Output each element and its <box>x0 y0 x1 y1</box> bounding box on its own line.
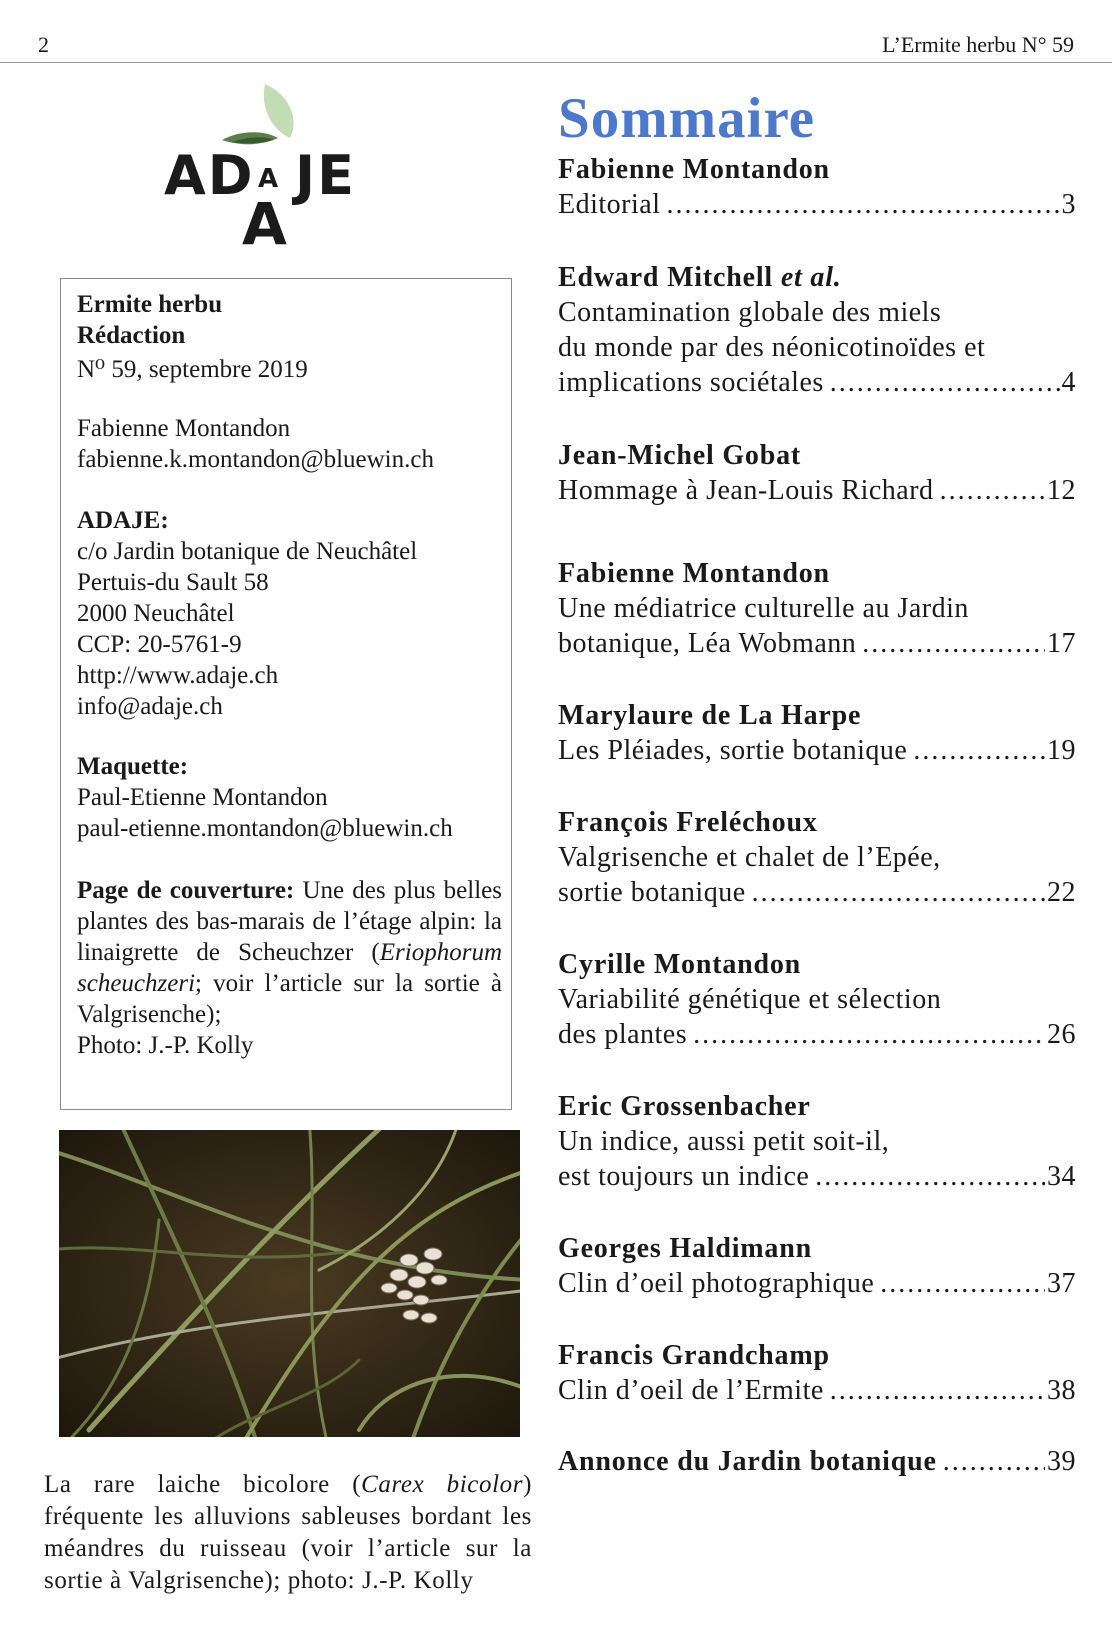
toc-title: des plantes <box>558 1019 688 1050</box>
cover-text-end: ; voir l’article sur la sortie à Valgrisenche); <box>77 970 502 1028</box>
toc-author: Fabienne Montandon <box>558 558 830 589</box>
toc-title-line <box>558 473 1076 508</box>
toc-leader-dots <box>752 875 1045 910</box>
cover-species: Eriophorum scheuchzeri <box>77 939 502 997</box>
toc-page-number: 3 <box>1061 189 1076 220</box>
toc-author: Francis Grandchamp <box>558 1340 830 1371</box>
toc-entry-final[interactable] <box>558 1444 1076 1479</box>
page-number: 2 <box>38 32 49 57</box>
adaje-address <box>77 505 502 722</box>
info-email[interactable]: info@adaje.ch <box>77 693 223 720</box>
adaje-label: ADAJE: <box>77 507 169 534</box>
toc-page-number: 4 <box>1061 367 1076 398</box>
photo-caption <box>44 1469 532 1597</box>
cover-label: Page de couverture: <box>77 877 295 904</box>
maquette-name: Paul-Etienne Montandon <box>77 784 328 811</box>
toc-leader-dots <box>940 473 1045 508</box>
toc-title-line <box>558 1017 1076 1052</box>
toc-page-number: 34 <box>1047 1161 1076 1192</box>
toc-title-line <box>558 626 1076 661</box>
sommaire-heading: Sommaire <box>558 87 816 150</box>
toc-author: Marylaure de La Harpe <box>558 700 862 731</box>
toc-leader-dots <box>913 733 1045 768</box>
toc-title: implications sociétales <box>558 367 824 398</box>
toc-page-number: 22 <box>1047 877 1076 908</box>
toc-title: Editorial <box>558 189 661 220</box>
toc-entry[interactable] <box>558 1338 1076 1408</box>
toc-entry[interactable] <box>558 1231 1076 1301</box>
toc-leader-dots <box>943 1444 1045 1479</box>
toc-leader-dots <box>830 365 1060 400</box>
toc-title-line <box>558 1266 1076 1301</box>
toc-title-line: Valgrisenche et chalet de l’Epée, <box>558 842 941 873</box>
toc-author: François Freléchoux <box>558 807 818 838</box>
toc-title-line: Variabilité génétique et sélection <box>558 984 942 1015</box>
cover-credit: Photo: J.-P. Kolly <box>77 1032 254 1059</box>
toc-title: sortie botanique <box>558 877 746 908</box>
toc-entry[interactable] <box>558 152 1076 222</box>
toc-page-number: 38 <box>1047 1375 1076 1406</box>
logo-text-big-a: A <box>242 190 287 258</box>
adaje-logo <box>160 78 390 258</box>
maquette-email[interactable]: paul-etienne.montandon@bluewin.ch <box>77 815 453 842</box>
toc-entry[interactable] <box>558 260 1076 400</box>
toc-leader-dots <box>830 1373 1045 1408</box>
toc-title: botanique, Léa Wobmann <box>558 628 857 659</box>
toc-title: Les Pléiades, sortie botanique <box>558 735 908 766</box>
toc-author-suffix: et al. <box>780 262 842 293</box>
logo-text-small-a: A <box>258 164 279 194</box>
toc-title-line <box>558 1444 1076 1479</box>
toc-author: Jean-Michel Gobat <box>558 440 802 471</box>
address-line: Pertuis-du Sault 58 <box>77 569 269 596</box>
toc-page-number: 12 <box>1047 475 1076 506</box>
toc-author-name: Edward Mitchell <box>558 262 773 293</box>
logo-text-je: JE <box>295 144 356 207</box>
toc-title-line <box>558 875 1076 910</box>
issue-info: N⁰ 59, septembre 2019 <box>77 356 308 383</box>
toc-author: Eric Grossenbacher <box>558 1091 811 1122</box>
address-line: 2000 Neuchâtel <box>77 600 235 627</box>
toc-leader-dots <box>815 1159 1045 1194</box>
editorial-info-box <box>60 278 512 1110</box>
redaction-label: Rédaction <box>77 322 186 349</box>
toc-author: Georges Haldimann <box>558 1233 812 1264</box>
page-header <box>0 0 1112 64</box>
editor-name: Fabienne Montandon <box>77 415 291 442</box>
toc-title-line <box>558 1159 1076 1194</box>
toc-title-line: du monde par des néonicotinoïdes et <box>558 332 986 363</box>
toc-author: Cyrille Montandon <box>558 949 802 980</box>
toc-title-line: Contamination globale des miels <box>558 297 942 328</box>
toc-title: Clin d’oeil photographique <box>558 1268 875 1299</box>
toc-author: Fabienne Montandon <box>558 154 830 185</box>
publication-title: Ermite herbu <box>77 291 223 318</box>
toc-author <box>558 260 1076 295</box>
toc-title: est toujours un indice <box>558 1161 810 1192</box>
ccp-number: CCP: 20-5761-9 <box>77 631 242 658</box>
sedge-plant-image <box>59 1130 520 1437</box>
cover-text: Une des plus belles plantes des bas-marais de l’étage alpin: la linaigrette de Scheuchzer ( <box>77 877 502 966</box>
toc-title-line <box>558 365 1076 400</box>
toc-title: Annonce du Jardin botanique <box>558 1446 937 1477</box>
maquette-credits <box>77 751 502 844</box>
toc-title-line: Une médiatrice culturelle au Jardin <box>558 593 969 624</box>
logo-text-ad: AD <box>164 144 255 207</box>
toc-entry[interactable] <box>558 438 1076 508</box>
caption-text-end: ) fréquente les alluvions sableuses bordant les méandres du ruisseau (voir l’article sur la sortie à Valgrisenche); photo: J.-P. Kolly <box>44 1471 532 1594</box>
toc-page-number: 37 <box>1047 1268 1076 1299</box>
toc-page-number: 19 <box>1047 735 1076 766</box>
toc-entry[interactable] <box>558 556 1076 661</box>
toc-leader-dots <box>862 626 1045 661</box>
header-rule <box>0 62 1112 63</box>
toc-leader-dots <box>880 1266 1045 1301</box>
caption-text: La rare laiche bicolore ( <box>44 1471 362 1498</box>
editor-email[interactable]: fabienne.k.montandon@bluewin.ch <box>77 446 434 473</box>
carex-photo <box>59 1130 520 1437</box>
editor-contact <box>77 413 502 475</box>
toc-page-number: 17 <box>1047 628 1076 659</box>
toc-page-number: 26 <box>1047 1019 1076 1050</box>
toc-title: Hommage à Jean-Louis Richard <box>558 475 934 506</box>
toc-title-line: Un indice, aussi petit soit-il, <box>558 1126 890 1157</box>
cover-description <box>77 875 502 1061</box>
website-link[interactable]: http://www.adaje.ch <box>77 662 279 689</box>
address-line: c/o Jardin botanique de Neuchâtel <box>77 538 418 565</box>
toc-title-line <box>558 1373 1076 1408</box>
toc-entry[interactable] <box>558 698 1076 768</box>
maquette-label: Maquette: <box>77 753 189 780</box>
toc-leader-dots <box>693 1017 1045 1052</box>
toc-entry[interactable] <box>558 1089 1076 1194</box>
masthead <box>77 289 502 385</box>
toc-title: Clin d’oeil de l’Ermite <box>558 1375 824 1406</box>
toc-entry[interactable] <box>558 947 1076 1052</box>
toc-title-line <box>558 187 1076 222</box>
toc-leader-dots <box>666 187 1059 222</box>
caption-species: Carex bicolor <box>361 1471 524 1498</box>
toc-title-line <box>558 733 1076 768</box>
toc-entry[interactable] <box>558 805 1076 910</box>
journal-title: L’Ermite herbu N° 59 <box>882 32 1074 57</box>
toc-page-number: 39 <box>1047 1446 1076 1477</box>
